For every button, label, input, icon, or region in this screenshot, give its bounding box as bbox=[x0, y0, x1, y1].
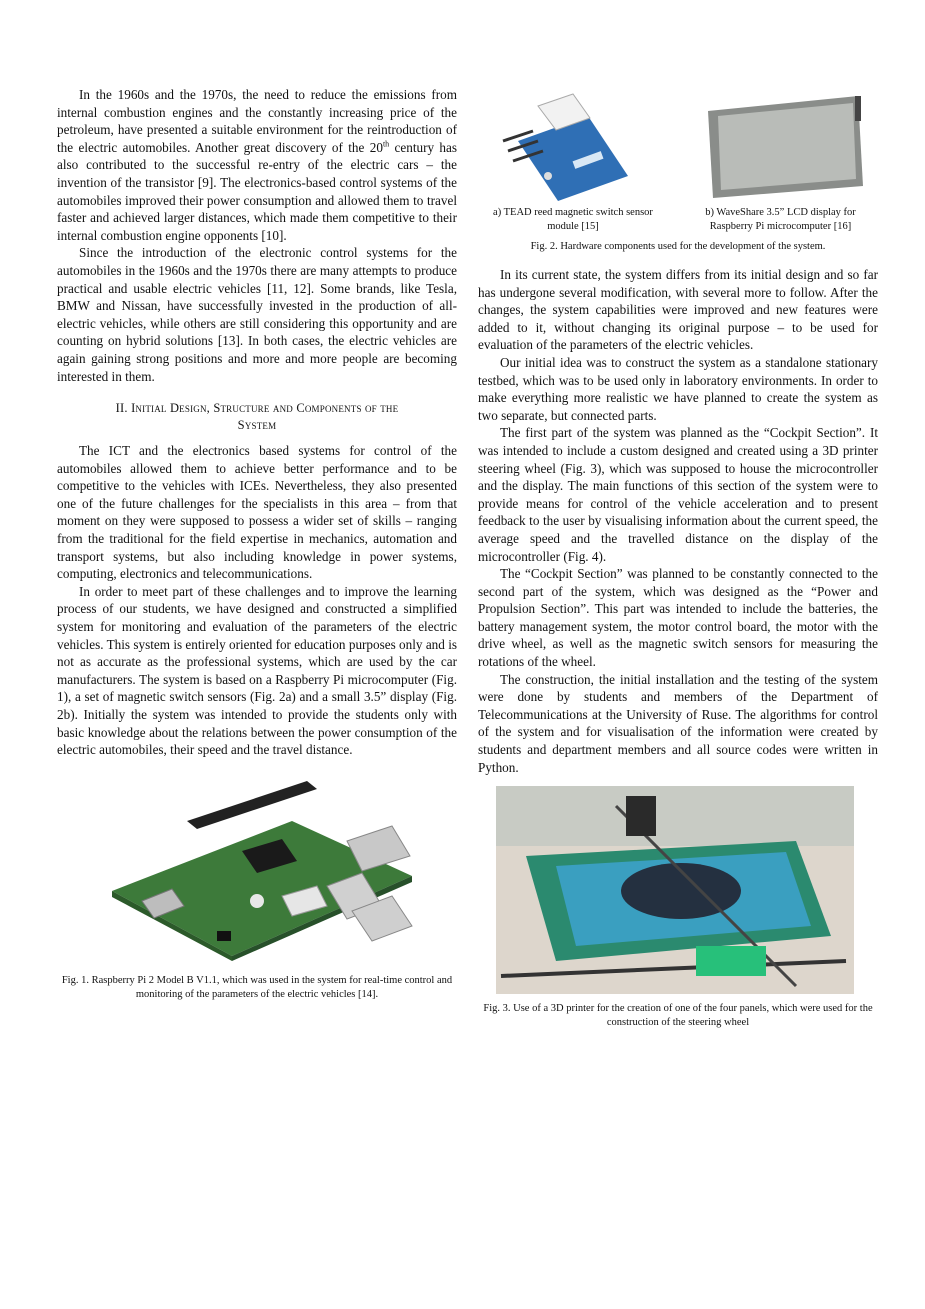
paragraph: Since the introduction of the electronic control systems for the automobiles in the 1960s and the 1970s there are many attempts to produce practical and usable electric vehicles [11, 12]. Some brands, like Tesla, BMW and Nissan, have successfully invested in the production of all-electric vehicles, while others are still considering this opportunity and are counting on hybrid solutions [13]. In both cases, the electric vehicles are again gaining strong positions and more and more people are becoming interested in them. bbox=[57, 245, 457, 384]
figure-1-caption: Fig. 1. Raspberry Pi 2 Model B V1.1, which was used in the system for real-time control and monitoring of the parameters of the electric vehicles [14]. bbox=[61, 974, 453, 1000]
figure-2b-caption: b) WaveShare 3.5” LCD display for Raspberry Pi microcomputer [16] bbox=[705, 207, 856, 232]
paragraph: In order to meet part of these challenges and to improve the learning process of our students, we have designed and constructed a simplified system for monitoring and evaluation of the parameters of the electric vehicles. This system is entirely oriented for education purposes only and is not as accurate as the professional systems, which are used by the car manufacturers. The system is based on a Raspberry Pi microcomputer (Fig. 1), a set of magnetic switch sensors (Fig. 2a) and a small 3.5” display (Fig. 2b). Initially the system was intended to provide the students only with basic knowledge about the relations between the power consumption of the electric automobiles, their speed and the travel distance. bbox=[57, 583, 457, 758]
paragraph: Our initial idea was to construct the system as a standalone stationary testbed, which was to be used only in laboratory environments. In order to make everything more realistic we have planned to create the system as two separate, but connected parts. bbox=[478, 354, 878, 423]
figure-1 bbox=[57, 781, 457, 1002]
paragraph: In the 1960s and the 1970s, the need to reduce the emissions from internal combustion engines and the constantly increasing price of the petroleum, have presented a suitable environment for the reintroduction of the electric automobiles. Another great discovery of the 20th century has also contributed to the successful re-entry of the electric cars – the invention of the transistor [9]. The electronics-based control systems of the automobiles improved their power consumption and allowed them to travel faster and achieved larger distances, which made them competitive to their internal combustion engine opponents [10]. bbox=[57, 87, 458, 243]
left-column bbox=[57, 86, 457, 1002]
paragraph: In its current state, the system differs from its initial design and so far has undergone several modification, with several more to follow. After the changes, the system capabilities were improved and new features were added to it, without changing its original purpose – to be used for evaluation of the parameters of the electric vehicles. bbox=[478, 267, 878, 353]
reed-switch-sensor-image bbox=[478, 86, 668, 206]
figure-3 bbox=[478, 786, 878, 1030]
lcd-display-image bbox=[683, 86, 878, 206]
section-heading: II. Initial Design, Structure and Components of the System bbox=[115, 401, 399, 433]
figure-2a-caption: a) TEAD reed magnetic switch sensor module [15] bbox=[493, 207, 653, 232]
paragraph: The first part of the system was planned as the “Cockpit Section”. It was intended to include a custom designed and created using a 3D printer steering wheel (Fig. 3), which was supposed to house the microcontroller and the display. The main functions of this section of the system were to provide means for control of the vehicle acceleration and to present feedback to the user by visualising information about the current speed, the average speed and the travelled distance on the display of the microcontroller (Fig. 4). bbox=[478, 425, 878, 564]
paragraph: The “Cockpit Section” was planned to be constantly connected to the second part of the system, which was designed as the “Power and Propulsion Section”. This part was intended to include the batteries, the battery management system, the motor control board, the motor with the drive wheel, as well as the magnetic switch sensors for measuring the rotations of the wheel. bbox=[478, 566, 878, 670]
figure-3-caption: Fig. 3. Use of a 3D printer for the creation of one of the four panels, which were used for the construction of the steering wheel bbox=[483, 1003, 873, 1029]
figure-2b bbox=[683, 86, 878, 234]
right-column bbox=[478, 86, 878, 1030]
3d-printer-photo bbox=[496, 786, 854, 994]
paragraph: The construction, the initial installation and the testing of the system were done by students and members of the Department of Telecommunications at the University of Ruse. The algorithms for control of the system and for visualisation of the information were created by students and department members and all source codes were written in Python. bbox=[478, 671, 878, 775]
figure-2 bbox=[478, 86, 878, 254]
paragraph: The ICT and the electronics based systems for control of the automobiles allowed them to achieve better performance and to be competitive to the vehicles with ICEs. Nevertheless, they also presented one of the future challenges for the specialists in this area – from that moment on they were supposed to possess a wider set of skills – ranging from the traditional for the field expertise in mechanics, automation and transport systems, but also including knowledge in power systems, computing, electronics and telecommunications. bbox=[57, 443, 457, 582]
figure-2a bbox=[478, 86, 668, 234]
figure-2-caption: Fig. 2. Hardware components used for the development of the system. bbox=[530, 241, 826, 252]
raspberry-pi-board-image bbox=[92, 781, 422, 961]
